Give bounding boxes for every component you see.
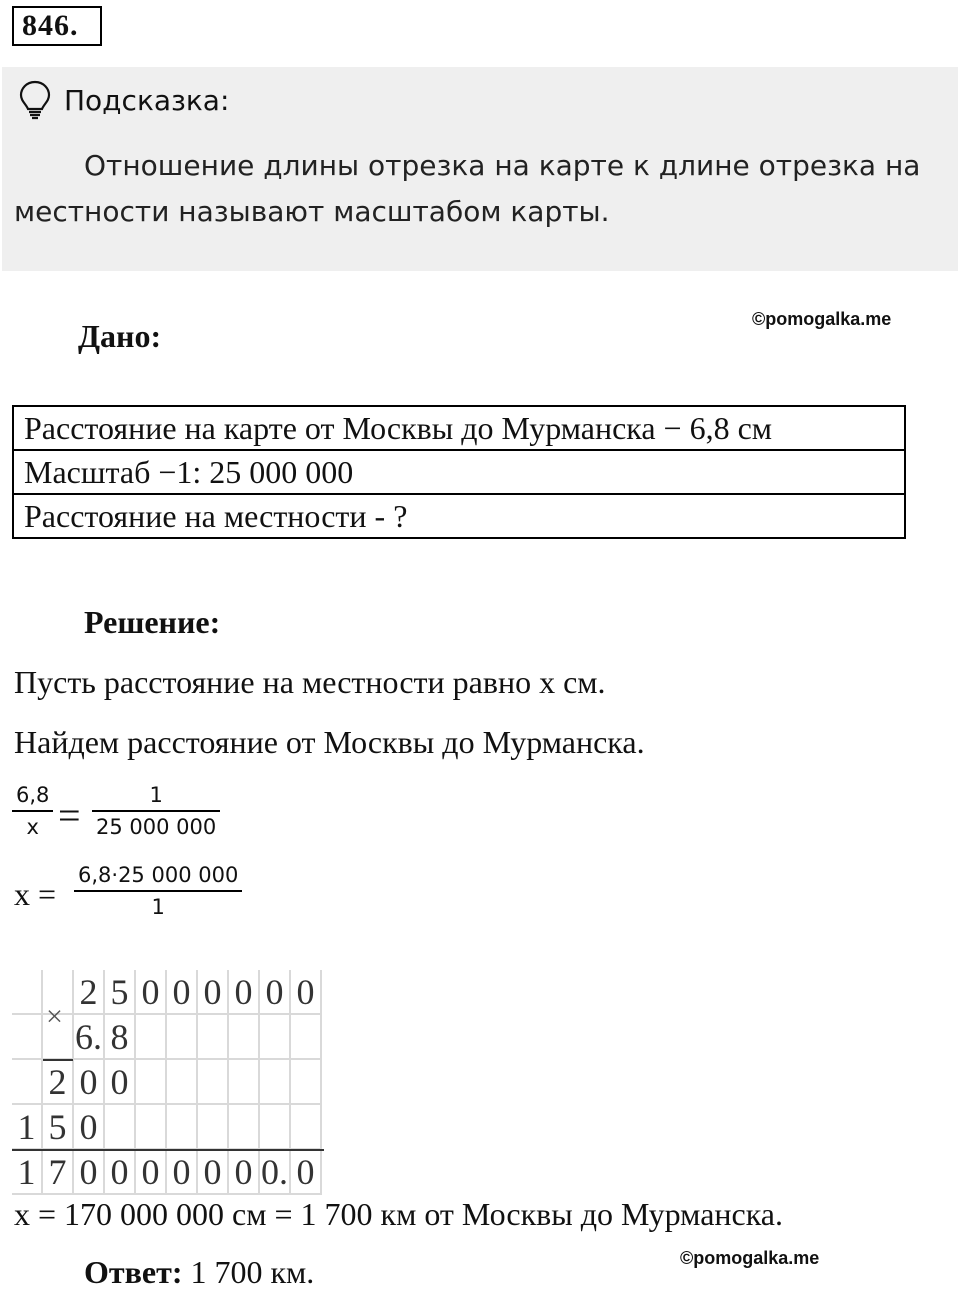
given-row	[13, 406, 905, 450]
grid-cell: 8	[105, 1015, 136, 1060]
solution-heading: Решение:	[84, 604, 221, 640]
grid-cell	[136, 1015, 167, 1060]
answer-label: Ответ:	[84, 1254, 183, 1290]
grid-cell: 0	[136, 970, 167, 1015]
grid-cell	[136, 1105, 167, 1150]
grid-cell: 5	[43, 1105, 74, 1150]
grid-cell	[260, 1060, 291, 1105]
grid-cell: 0	[260, 970, 291, 1015]
answer-line	[84, 1254, 314, 1291]
grid-cell	[136, 1060, 167, 1105]
given-table	[12, 405, 906, 539]
grid-cell	[260, 1015, 291, 1060]
grid-cell: 5	[105, 970, 136, 1015]
grid-cell: 0	[136, 1150, 167, 1195]
grid-cell: 0	[74, 1150, 105, 1195]
given-row	[13, 494, 905, 538]
given-cell: Расстояние на местности - ?	[13, 494, 905, 538]
expression-lhs: x =	[14, 876, 57, 912]
grid-cell: 0	[229, 1150, 260, 1195]
task-number: 846.	[12, 6, 102, 46]
grid-cell	[105, 1105, 136, 1150]
grid-cell	[229, 1060, 260, 1105]
watermark-bottom: ©pomogalka.me	[680, 1248, 820, 1268]
grid-cell	[167, 1015, 198, 1060]
grid-cell: 0	[74, 1105, 105, 1150]
grid-cell: 1	[12, 1150, 43, 1195]
grid-cell	[229, 1105, 260, 1150]
fraction-right	[92, 780, 220, 842]
grid-cell: 0	[167, 1150, 198, 1195]
hint-title: Подсказка:	[64, 83, 230, 117]
grid-cell	[291, 1015, 322, 1060]
grid-cell: 0	[105, 1060, 136, 1105]
times-sign: ×	[46, 1000, 63, 1033]
grid-cell	[12, 1015, 43, 1060]
grid-cell: 0	[74, 1060, 105, 1105]
grid-cell	[198, 1105, 229, 1150]
grid-cell	[229, 1015, 260, 1060]
hint-box	[2, 67, 958, 271]
lightbulb-icon	[18, 80, 52, 120]
grid-cell: 0	[291, 970, 322, 1015]
fraction-expression	[74, 860, 242, 922]
watermark-top: ©pomogalka.me	[752, 309, 892, 329]
grid-cell: 0	[198, 970, 229, 1015]
grid-cell: 0	[198, 1150, 229, 1195]
underline-multiplier	[43, 1059, 73, 1061]
grid-cell: 6.	[74, 1015, 105, 1060]
given-heading: Дано:	[78, 318, 162, 354]
grid-cell: 0	[229, 970, 260, 1015]
answer-value: 1 700 км.	[182, 1254, 315, 1290]
grid-cell	[12, 970, 43, 1015]
grid-cell: 1	[12, 1105, 43, 1150]
numerator: 6,8	[16, 783, 50, 807]
numerator: 6,8·25 000 000	[78, 863, 239, 887]
result-underline	[12, 1149, 324, 1151]
grid-cell	[12, 1060, 43, 1105]
grid-cell: 0	[291, 1150, 322, 1195]
denominator: x	[26, 815, 39, 839]
result-line: x = 170 000 000 см = 1 700 км от Москвы до Мурманска.	[14, 1196, 783, 1232]
given-cell: Расстояние на карте от Москвы до Мурманска − 6,8 см	[13, 406, 905, 450]
grid-cell: 0	[105, 1150, 136, 1195]
grid-cell	[291, 1060, 322, 1105]
given-cell: Масштаб −1: 25 000 000	[13, 450, 905, 494]
hint-header	[18, 80, 229, 120]
denominator: 25 000 000	[96, 815, 217, 839]
grid-cell	[260, 1105, 291, 1150]
grid-cell: 7	[43, 1150, 74, 1195]
grid-cell	[198, 1060, 229, 1105]
solution-line-1: Пусть расстояние на местности равно х см.	[14, 664, 606, 700]
grid-cell: 0.	[260, 1150, 291, 1195]
numerator: 1	[149, 783, 163, 807]
fraction-left	[12, 780, 53, 842]
grid-cell: 2	[74, 970, 105, 1015]
denominator: 1	[151, 895, 165, 919]
grid-cell	[198, 1015, 229, 1060]
grid-cell	[291, 1105, 322, 1150]
grid-cell: 0	[167, 970, 198, 1015]
grid-cell	[167, 1060, 198, 1105]
grid-cell	[167, 1105, 198, 1150]
equals-sign: =	[58, 793, 81, 838]
given-row	[13, 450, 905, 494]
solution-line-2: Найдем расстояние от Москвы до Мурманска.	[14, 724, 645, 760]
grid-cell: 2	[43, 1060, 74, 1105]
hint-text: Отношение длины отрезка на карте к длине отрезка на местности называют масштабом карты.	[14, 149, 921, 228]
